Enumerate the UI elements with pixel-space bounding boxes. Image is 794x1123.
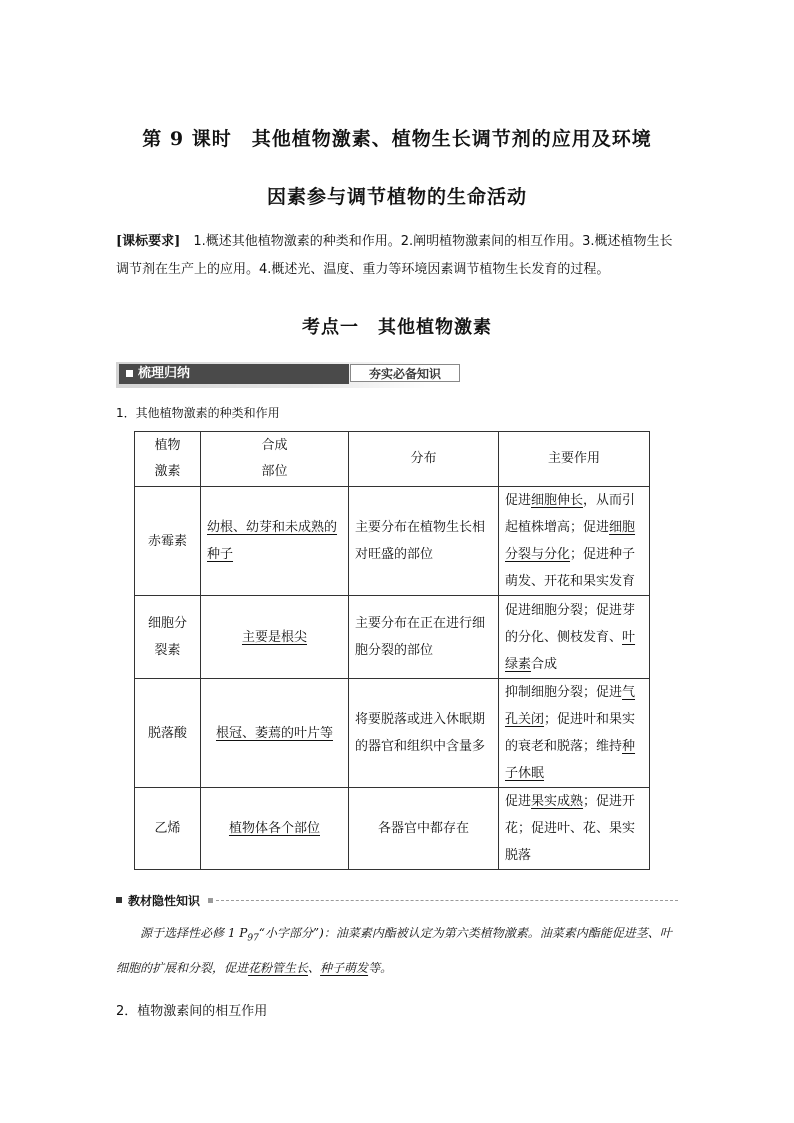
banner-left-label: 梳理归纳 — [138, 366, 191, 381]
func-text: ，从而引起植株增高；促进 — [505, 493, 636, 535]
func-key-term: 叶绿素 — [505, 629, 636, 672]
header-hormone — [135, 432, 201, 487]
header-site — [201, 432, 349, 487]
func-key-term: 果实成熟 — [531, 794, 584, 809]
table-row — [135, 487, 650, 596]
hidden-text: “小字部分”)：油菜素内酯被认定为第六类植物激素。油菜素内酯能促进茎、叶细胞的扩展和分裂，促进 — [116, 926, 672, 976]
item-1-title: 1．其他植物激素的种类和作用 — [116, 406, 280, 420]
row-ethylene-dist: 各器官中都存在 — [349, 788, 499, 870]
row-abscisic-site — [201, 679, 349, 788]
hidden-knowledge-text — [116, 918, 678, 983]
hormone-table — [134, 431, 650, 870]
header-hormone-l1: 植物 — [154, 438, 181, 453]
row-abscisic-func — [499, 679, 650, 788]
square-bullet-icon — [116, 897, 122, 903]
header-hormone-l2: 激素 — [154, 464, 181, 479]
table-row — [135, 679, 650, 788]
func-text: ；促进种子萌发、开花和果实发育 — [505, 547, 636, 589]
table-row — [135, 596, 650, 679]
small-square-icon — [208, 898, 213, 903]
header-site-l2: 部位 — [261, 464, 288, 479]
row-cytokinin-func — [499, 596, 650, 679]
hidden-knowledge-title: 教材隐性知识 — [128, 894, 201, 908]
func-text: ；促进开花；促进叶、花、果实脱落 — [505, 794, 636, 863]
table-row — [135, 788, 650, 870]
item-2-title: 2．植物激素间的相互作用 — [116, 1004, 268, 1019]
cytokinin-name-l1: 细胞分 — [147, 616, 187, 631]
func-key-term: 细胞伸长 — [531, 493, 584, 508]
table-header-row — [135, 432, 650, 487]
func-key-term: 种子休眠 — [505, 739, 636, 781]
func-text: 促进细胞分裂；促进芽的分化、侧枝发育、 — [505, 602, 636, 645]
header-function: 主要作用 — [499, 432, 650, 487]
row-abscisic-name: 脱落酸 — [135, 679, 201, 788]
row-gibberellin-site — [201, 487, 349, 596]
page-subscript: 97 — [247, 933, 259, 944]
gibberellin-site-text: 幼根、幼芽和未成熟的种子 — [207, 520, 338, 562]
header-site-l1: 合成 — [261, 438, 288, 453]
func-text: 合成 — [531, 656, 558, 672]
hidden-text: 源于选择性必修 1 P — [140, 926, 248, 940]
section-banner — [116, 362, 441, 388]
row-gibberellin-dist: 主要分布在植物生长相对旺盛的部位 — [349, 487, 499, 596]
hidden-key-term: 种子萌发 — [320, 961, 369, 976]
section-title: 考点一 其他植物激素 — [302, 317, 492, 338]
ethylene-site-text: 植物体各个部位 — [228, 821, 320, 836]
dashed-divider — [216, 900, 678, 901]
cytokinin-site-text: 主要是根尖 — [241, 629, 307, 645]
row-cytokinin-site — [201, 596, 349, 679]
requirement-text: 1.概述其他植物激素的种类和作用。2.阐明植物激素间的相互作用。3.概述植物生长调节剂在生产上的应用。4.概述光、温度、重力等环境因素调节植物生长发育的过程。 — [116, 234, 673, 277]
hidden-text: 等。 — [368, 961, 393, 976]
banner-square-icon — [126, 370, 133, 377]
row-cytokinin-name — [135, 596, 201, 679]
row-abscisic-dist: 将要脱落或进入休眠期的器官和组织中含量多 — [349, 679, 499, 788]
hidden-knowledge-header — [116, 892, 678, 910]
requirement-label: [课标要求] — [116, 234, 181, 249]
row-ethylene-func — [499, 788, 650, 870]
page-title-line1: 第 9 课时 其他植物激素、植物生长调节剂的应用及环境 — [142, 128, 652, 150]
row-gibberellin-func — [499, 487, 650, 596]
cytokinin-name-l2: 裂素 — [154, 643, 181, 658]
hidden-text: 、 — [308, 961, 321, 976]
banner-right-label: 夯实必备知识 — [350, 364, 460, 382]
row-ethylene-name: 乙烯 — [135, 788, 201, 870]
func-text: 促进 — [505, 794, 532, 809]
abscisic-site-text: 根冠、萎蔫的叶片等 — [215, 725, 333, 741]
row-gibberellin-name: 赤霉素 — [135, 487, 201, 596]
func-text: ；促进叶和果实的衰老和脱落；维持 — [505, 712, 636, 754]
page-title-line2: 因素参与调节植物的生命活动 — [266, 186, 527, 208]
row-ethylene-site — [201, 788, 349, 870]
func-text: 抑制细胞分裂；促进 — [505, 685, 623, 700]
hidden-key-term: 花粉管生长 — [248, 961, 309, 976]
curriculum-requirement — [116, 228, 681, 284]
func-key-term: 气孔关闭 — [505, 685, 636, 727]
func-text: 促进 — [505, 493, 532, 508]
header-distribution: 分布 — [349, 432, 499, 487]
func-key-term: 细胞分裂与分化 — [505, 520, 636, 562]
row-cytokinin-dist: 主要分布在正在进行细胞分裂的部位 — [349, 596, 499, 679]
